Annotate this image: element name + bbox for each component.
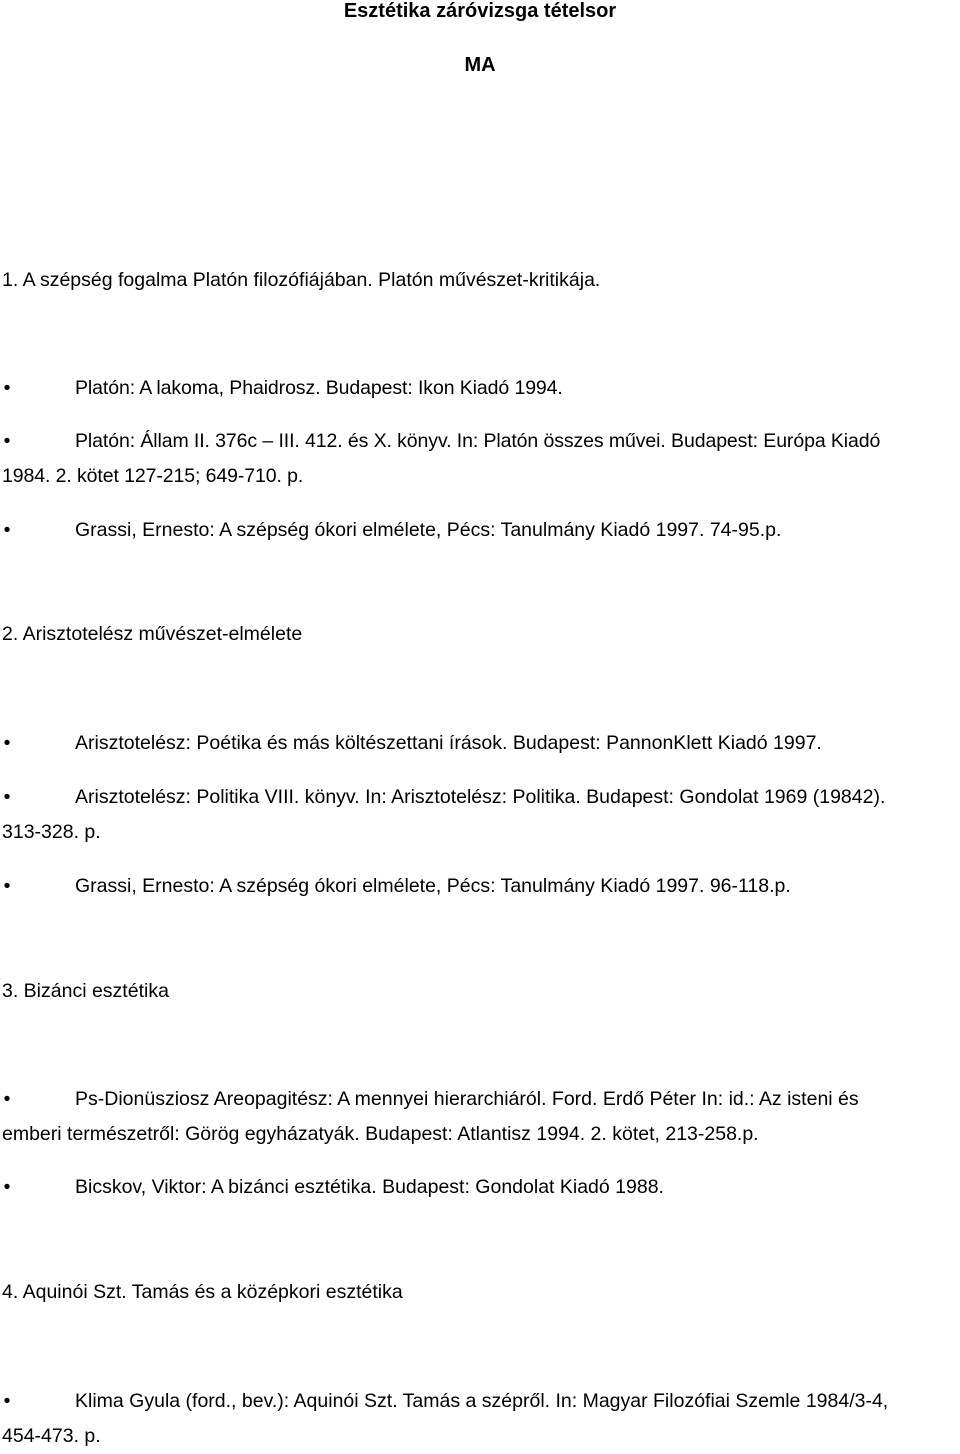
bibliography-text: Arisztotelész: Politika VIII. könyv. In: Arisztotelész: Politika. Budapest: Gondolat 1969 (19842). — [75, 786, 886, 808]
bibliography-text: Arisztotelész: Poétika és más költészettani írások. Budapest: PannonKlett Kiadó 1997. — [75, 732, 822, 754]
bibliography-item — [0, 424, 960, 494]
bullet-icon: • — [3, 377, 11, 399]
section-heading-2: 2. Arisztotelész művészet-elmélete — [2, 623, 303, 645]
bibliography-text: Bicskov, Viktor: A bizánci esztétika. Budapest: Gondolat Kiadó 1988. — [75, 1176, 664, 1198]
bibliography-text: Klima Gyula (ford., bev.): Aquinói Szt. Tamás a szépről. In: Magyar Filozófiai Szemle 1984/3-4, — [75, 1390, 889, 1412]
bibliography-item — [0, 1384, 960, 1454]
bullet-icon: • — [3, 1176, 11, 1198]
document-title: Esztétika záróvizsga tételsor — [343, 0, 617, 22]
bibliography-text: Platón: A lakoma, Phaidrosz. Budapest: Ikon Kiadó 1994. — [75, 377, 563, 399]
bibliography-item — [0, 371, 960, 406]
bullet-icon: • — [3, 1390, 11, 1412]
bibliography-text-continued: 313-328. p. — [2, 821, 101, 843]
bullet-icon: • — [3, 732, 11, 754]
bibliography-item — [0, 780, 960, 850]
bibliography-text: Grassi, Ernesto: A szépség ókori elmélete, Pécs: Tanulmány Kiadó 1997. 96-118.p. — [75, 875, 791, 897]
document-subtitle: MA — [464, 54, 496, 76]
bullet-icon: • — [3, 519, 11, 541]
bibliography-text-continued: 1984. 2. kötet 127-215; 649-710. p. — [2, 465, 304, 487]
section-heading-4: 4. Aquinói Szt. Tamás és a középkori esztétika — [2, 1281, 403, 1303]
bibliography-item — [0, 513, 960, 548]
bullet-icon: • — [3, 1088, 11, 1110]
bibliography-item — [0, 1170, 960, 1205]
bullet-icon: • — [3, 430, 11, 452]
bibliography-text: Platón: Állam II. 376c – III. 412. és X. könyv. In: Platón összes művei. Budapest: Európa Kiadó — [75, 430, 881, 452]
bibliography-text-continued: 454-473. p. — [2, 1425, 101, 1447]
bibliography-text: Grassi, Ernesto: A szépség ókori elmélete, Pécs: Tanulmány Kiadó 1997. 74-95.p. — [75, 519, 782, 541]
bibliography-item — [0, 869, 960, 904]
bibliography-item — [0, 1082, 960, 1152]
bibliography-text-continued: emberi természetről: Görög egyházatyák. Budapest: Atlantisz 1994. 2. kötet, 213-258.p. — [2, 1123, 759, 1145]
section-heading-3: 3. Bizánci esztétika — [2, 980, 169, 1002]
bullet-icon: • — [3, 786, 11, 808]
bibliography-item — [0, 726, 960, 761]
section-heading-1: 1. A szépség fogalma Platón filozófiájában. Platón művészet-kritikája. — [2, 269, 601, 291]
bibliography-text: Ps-Dionüsziosz Areopagitész: A mennyei hierarchiáról. Ford. Erdő Péter In: id.: Az isteni és — [75, 1088, 859, 1110]
bullet-icon: • — [3, 875, 11, 897]
